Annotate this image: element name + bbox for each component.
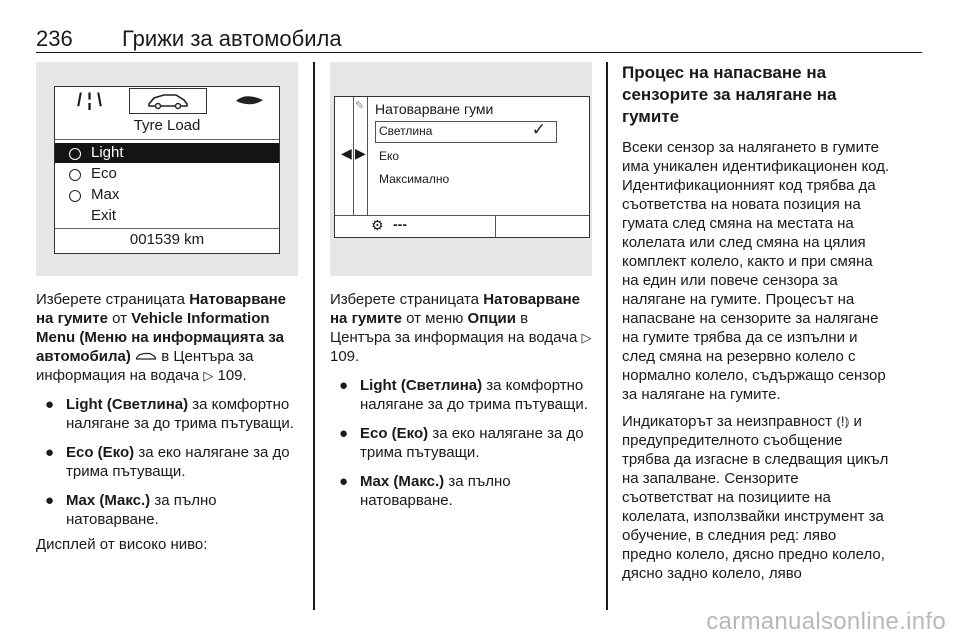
arrow-right-icon[interactable]: ▶ — [355, 145, 366, 161]
list-item: ● Eco (Еко) за еко налягане за до трима пътуващи. — [339, 425, 584, 461]
list-item: ● Light (Светлина) за комфортно налягане за до трима пътуващи. — [339, 377, 588, 413]
option-light[interactable]: Light — [55, 143, 279, 163]
paragraph: Индикаторът за неизправност ⦅!⦆ и предупредителното съобщение трябва да изгасне в следващия цикъл на запалване. Сензорите съответстват на позициите на колелата, използвайки инструмент за обучение, в следния ред: ляво предно колело, дясно предно колело, дясно задно колело, ляво — [622, 413, 889, 582]
option-max[interactable]: Max — [55, 185, 279, 205]
option-eko[interactable]: Еко — [379, 149, 400, 163]
tab-bar — [55, 87, 279, 115]
tyre-load-title: Tyre Load — [133, 117, 201, 134]
section-heading: Процес на напасване на сензорите за налягане на гумите — [622, 63, 837, 126]
divider — [335, 215, 589, 216]
divider — [495, 215, 496, 237]
car-icon — [135, 351, 157, 362]
list-item: ● Max (Макс.) за пълно натоварване. — [45, 492, 217, 528]
settings-icon: ✎ — [355, 100, 365, 112]
page-title: Грижи за автомобила — [122, 26, 342, 51]
column-3 — [622, 62, 890, 583]
list-item: ● Max (Макс.) за пълно натоварване. — [339, 473, 511, 509]
tyre-pressure-warning-icon: ⦅!⦆ — [836, 413, 850, 429]
tab-vehicle-active — [129, 88, 207, 114]
page-reference: 109. — [217, 367, 247, 384]
page-reference-icon: ▷ — [581, 330, 592, 345]
paragraph: Всеки сензор за налягането в гумите има уникален идентификационен код. Идентификационният код трябва да съответства на новата позиция на гумата след смяна на местата на колелата или след смяна на цялия комплект колело, както и при смяна на един или повече сензора за налягане на гумите. Процесът на напасване на сензорите за налягане на гумите трябва да се изпълни и след смяна на резервно колело с нормално колело, съдържащо сензор за налягане на гумите. — [622, 139, 890, 403]
list-item: ● Eco (Еко) за еко налягане за до трима пътуващи. — [45, 444, 290, 480]
radio-icon — [69, 169, 81, 181]
column-divider — [313, 62, 315, 610]
option-svetlina[interactable]: Светлина ✓ — [375, 121, 557, 143]
tyre-load-menu-figure — [330, 62, 592, 276]
page-reference: 109. — [330, 348, 360, 365]
watermark: carmanualsonline.info — [706, 608, 946, 635]
figure-caption: Изберете страницата Натоварване на гумите от Vehicle Information Menu (Меню на информацията за автомобила) в Центъра за информация на водача ▷ 109. — [36, 291, 286, 384]
paragraph: Дисплей от високо ниво: — [36, 536, 208, 553]
radio-icon — [69, 148, 81, 160]
page-reference-icon: ▷ — [203, 368, 214, 383]
column-divider — [606, 62, 608, 610]
option-maksimalno[interactable]: Максимално — [379, 172, 450, 186]
checkmark-icon: ✓ — [531, 120, 546, 139]
tyre-load-screen — [54, 86, 280, 254]
car-icon — [146, 92, 190, 110]
option-eco[interactable]: Eco — [55, 164, 279, 184]
tyre-load-display-figure — [36, 62, 298, 276]
figure-caption: Изберете страницата Натоварване на гумите от меню Опции в Центъра за информация на водача ▷ 109. — [330, 291, 592, 365]
divider — [55, 228, 279, 229]
menu-title: Натоварване гуми — [375, 101, 494, 117]
column-2 — [330, 62, 592, 510]
list-item: ● Light (Светлина) за комфортно налягане за до трима пътуващи. — [45, 396, 294, 432]
radio-icon — [69, 190, 81, 202]
tyre-load-menu-screen — [334, 96, 590, 238]
page-header — [36, 24, 922, 53]
divider — [55, 139, 279, 140]
arrow-left-icon[interactable]: ◀ — [341, 145, 352, 161]
leaf-icon — [233, 92, 267, 110]
option-exit[interactable]: Exit — [91, 207, 117, 224]
tyre-pressure-icon: ⚙ — [371, 217, 384, 233]
column-1 — [36, 62, 298, 554]
right-rail — [353, 97, 368, 215]
footer-value: --- — [393, 216, 407, 232]
tyre-pressure-warning-icon: / ¦ \ — [77, 90, 103, 110]
odometer-readout: 001539 km — [129, 231, 205, 248]
page-number: 236 — [36, 26, 73, 51]
